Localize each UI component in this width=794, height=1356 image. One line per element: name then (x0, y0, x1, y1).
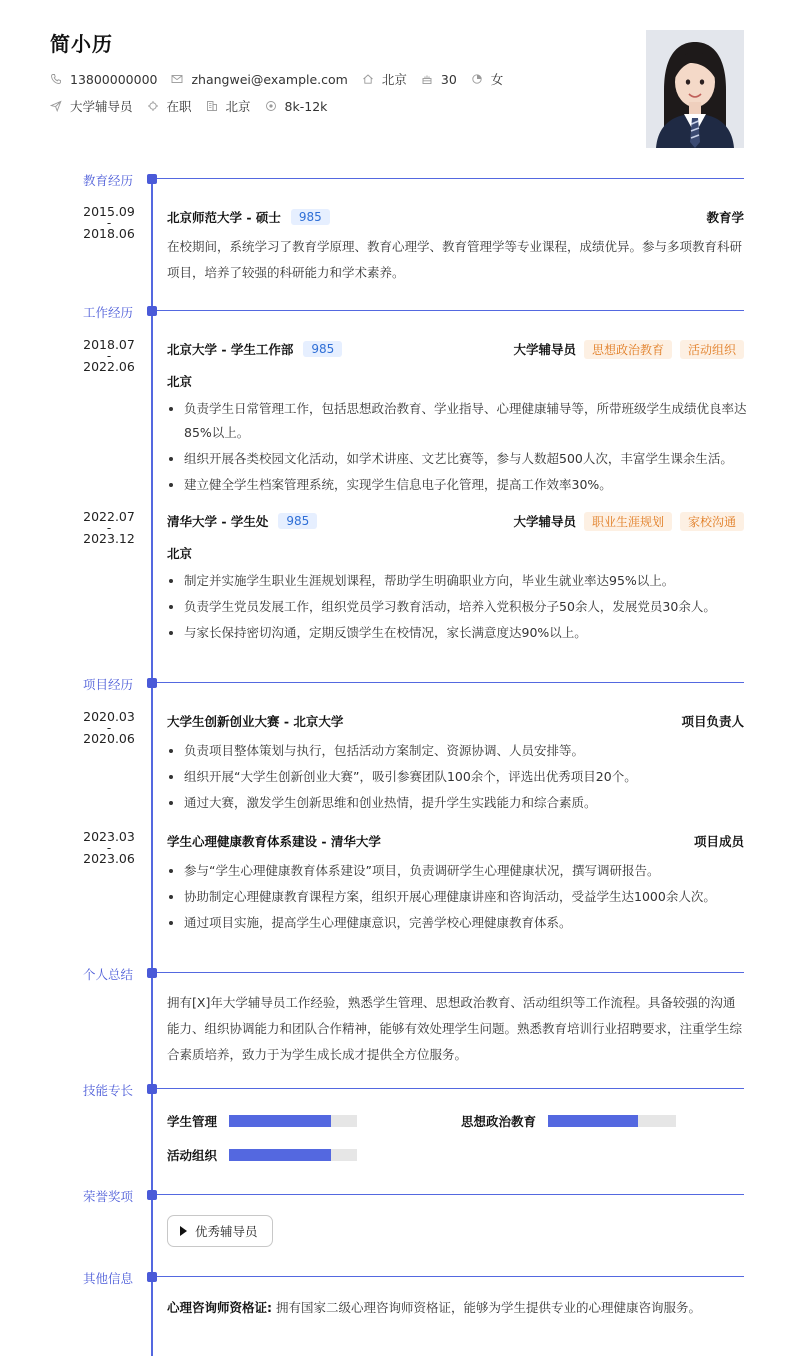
list-item: 负责学生党员发展工作，组织党员学习教育活动，培养入党积极分子50余人，发展党员30余人。 (167, 595, 747, 619)
skill-level-fill (229, 1115, 331, 1127)
gender-text: 女 (490, 72, 504, 87)
list-item: 参与“学生心理健康教育体系建设”项目，负责调研学生心理健康状况，撰写调研报告。 (167, 859, 747, 883)
date-end: 2023.12 (83, 531, 135, 546)
section-divider (157, 682, 744, 683)
project-role: 项目负责人 (681, 714, 744, 729)
date-range: 2015.09 - 2018.06 (83, 204, 135, 241)
date-start: 2015.09 (83, 204, 135, 219)
phone-text: 13800000000 (70, 71, 158, 87)
section-divider (157, 1088, 744, 1089)
skill-level-bar (229, 1115, 357, 1127)
status-text: 在职 (166, 99, 192, 114)
employer-level-badge: 985 (303, 341, 342, 357)
date-range: 2020.03 - 2020.06 (83, 709, 135, 746)
status-icon (147, 100, 159, 112)
employer-name: 北京大学 - 学生工作部 (167, 342, 294, 357)
project-bullets (167, 859, 747, 937)
list-item: 负责项目整体策划与执行，包括活动方案制定、资源协调、人员安排等。 (167, 739, 747, 763)
certificate-label: 心理咨询师资格证: (167, 1300, 272, 1315)
section-marker (147, 1272, 157, 1282)
skill-tag: 活动组织 (680, 340, 744, 359)
skill-level-fill (229, 1149, 331, 1161)
phone-icon (50, 73, 62, 85)
section-title-summary: 个人总结 (83, 967, 134, 982)
city-text: 北京 (381, 72, 407, 87)
job-target-item (50, 97, 133, 115)
other-info (167, 1298, 701, 1316)
project-bullets (167, 739, 747, 817)
date-end: 2018.06 (83, 226, 135, 241)
email-text: zhangwei@example.com (191, 71, 348, 87)
play-icon (180, 1226, 187, 1236)
skill-item (461, 1112, 676, 1130)
profile-photo (646, 30, 744, 148)
list-item: 组织开展各类校园文化活动，如学术讲座、文艺比赛等，参与人数超500人次，丰富学生课余生活。 (167, 447, 747, 471)
date-range: 2023.03 - 2023.06 (83, 829, 135, 866)
list-item: 通过项目实施，提高学生心理健康意识，完善学校心理健康教育体系。 (167, 911, 747, 935)
list-item: 制定并实施学生职业生涯规划课程，帮助学生明确职业方向，毕业生就业率达95%以上。 (167, 569, 747, 593)
resume-name: 简小历 (50, 32, 113, 56)
timeline-line (151, 178, 153, 1356)
skill-tag: 家校沟通 (680, 512, 744, 531)
job-target-text: 大学辅导员 (70, 99, 133, 114)
gender-icon (471, 73, 483, 85)
section-title-work: 工作经历 (83, 305, 134, 320)
section-title-other: 其他信息 (83, 1271, 134, 1286)
email-item (171, 72, 347, 87)
section-marker (147, 306, 157, 316)
list-item: 建立健全学生档案管理系统，实现学生信息电子化管理，提高工作效率30%。 (167, 473, 747, 497)
date-start: 2022.07 (83, 509, 135, 524)
skill-name: 学生管理 (167, 1114, 218, 1129)
skill-level-bar (229, 1149, 357, 1161)
skill-item (167, 1112, 357, 1130)
job-role: 大学辅导员 (513, 342, 576, 357)
section-marker (147, 1084, 157, 1094)
building-icon (206, 100, 218, 112)
section-divider (157, 1194, 744, 1195)
section-title-education: 教育经历 (83, 173, 134, 188)
date-range: 2022.07 - 2023.12 (83, 509, 135, 546)
project-entry-header (167, 711, 744, 731)
project-title: 学生心理健康教育体系建设 - 清华大学 (167, 834, 381, 849)
section-divider (157, 972, 744, 973)
intent-row (50, 97, 341, 115)
section-marker (147, 1190, 157, 1200)
summary-text: 拥有[X]年大学辅导员工作经验，熟悉学生管理、思想政治教育、活动组织等工作流程。具备较强的沟通能力、组织协调能力和团队合作精神，能够有效处理学生问题。熟悉教育培训行业招聘要求，注重学生综合素质培养，致力于为学生成长成才提供全方位服务。 (167, 995, 743, 1062)
skill-name: 活动组织 (167, 1148, 218, 1163)
phone-item (50, 72, 157, 87)
skill-level-fill (548, 1115, 638, 1127)
target-city-item (206, 97, 251, 115)
section-title-skills: 技能专长 (83, 1083, 134, 1098)
work-entry-header (167, 339, 744, 359)
project-entry-header (167, 831, 744, 851)
status-item (147, 97, 192, 115)
city-item (362, 70, 407, 88)
age-icon (421, 73, 433, 85)
target-city-text: 北京 (225, 99, 251, 114)
work-location: 北京 (167, 374, 193, 389)
home-icon (362, 73, 374, 85)
honor-label: 优秀辅导员 (195, 1224, 258, 1239)
section-marker (147, 968, 157, 978)
age-item (421, 72, 457, 87)
list-item: 与家长保持密切沟通，定期反馈学生在校情况，家长满意度达90%以上。 (167, 621, 747, 645)
send-icon (50, 100, 62, 112)
certificate-text: 拥有国家二级心理咨询师资格证，能够为学生提供专业的心理健康咨询服务。 (275, 1300, 701, 1315)
date-start: 2020.03 (83, 709, 135, 724)
major: 教育学 (706, 210, 744, 225)
skill-tag: 职业生涯规划 (584, 512, 672, 531)
work-location: 北京 (167, 546, 193, 561)
gender-item (471, 70, 504, 88)
honor-chip[interactable] (167, 1215, 273, 1247)
section-title-honors: 荣誉奖项 (83, 1189, 134, 1204)
employer-level-badge: 985 (278, 513, 317, 529)
project-title: 大学生创新创业大赛 - 北京大学 (167, 714, 344, 729)
skill-name: 思想政治教育 (461, 1114, 537, 1129)
list-item: 通过大赛，激发学生创新思维和创业热情，提升学生实践能力和综合素质。 (167, 791, 747, 815)
salary-item (265, 99, 328, 114)
section-divider (157, 1276, 744, 1277)
work-bullets (167, 569, 747, 647)
education-description: 在校期间，系统学习了教育学原理、教育心理学、教育管理学等专业课程，成绩优异。参与多项教育科研项目，培养了较强的科研能力和学术素养。 (167, 239, 743, 280)
age-text: 30 (440, 71, 457, 87)
list-item: 组织开展“大学生创新创业大赛”，吸引参赛团队100余个，评选出优秀项目20个。 (167, 765, 747, 789)
list-item: 协助制定心理健康教育课程方案，组织开展心理健康讲座和咨询活动，受益学生达1000余人次。 (167, 885, 747, 909)
skill-item (167, 1146, 357, 1164)
education-entry-header (167, 207, 744, 227)
job-role: 大学辅导员 (513, 514, 576, 529)
project-role: 项目成员 (693, 834, 744, 849)
contact-row (50, 70, 517, 88)
salary-icon (265, 100, 277, 112)
date-start: 2018.07 (83, 337, 135, 352)
section-divider (157, 178, 744, 179)
employer-name: 清华大学 - 学生处 (167, 514, 269, 529)
section-title-projects: 项目经历 (83, 677, 134, 692)
date-end: 2020.06 (83, 731, 135, 746)
work-bullets (167, 397, 747, 499)
date-end: 2022.06 (83, 359, 135, 374)
mail-icon (171, 73, 183, 85)
list-item: 负责学生日常管理工作，包括思想政治教育、学业指导、心理健康辅导等，所带班级学生成绩优良率达85%以上。 (167, 397, 747, 445)
work-entry-header (167, 511, 744, 531)
section-divider (157, 310, 744, 311)
date-start: 2023.03 (83, 829, 135, 844)
date-range: 2018.07 - 2022.06 (83, 337, 135, 374)
school-level-badge: 985 (291, 209, 330, 225)
school-name: 北京师范大学 - 硕士 (167, 210, 281, 225)
section-marker (147, 174, 157, 184)
skill-tag: 思想政治教育 (584, 340, 672, 359)
section-marker (147, 678, 157, 688)
skill-level-bar (548, 1115, 676, 1127)
salary-text: 8k-12k (284, 98, 328, 114)
date-end: 2023.06 (83, 851, 135, 866)
